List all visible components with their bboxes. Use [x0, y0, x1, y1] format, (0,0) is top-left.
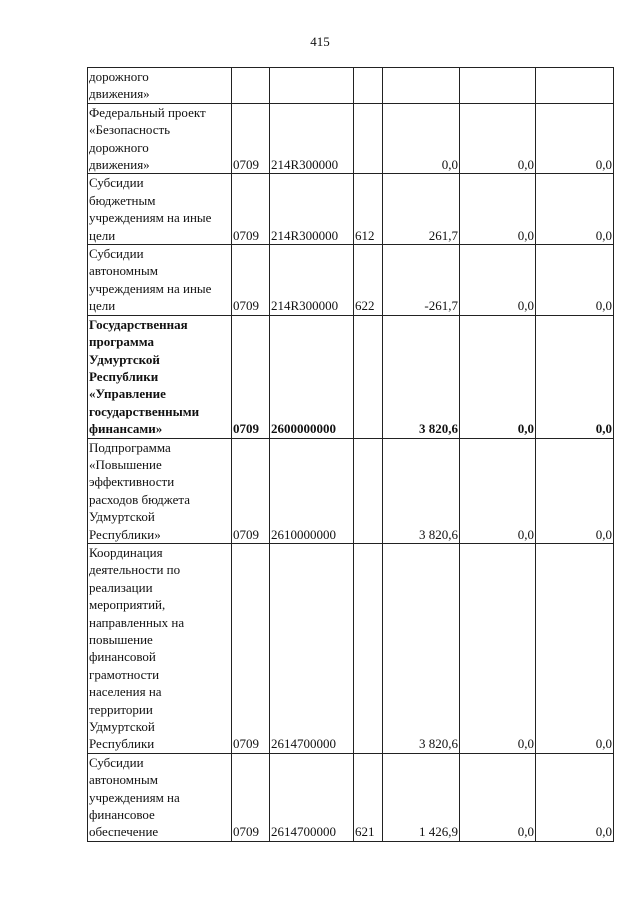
amount-cell [383, 68, 460, 104]
page-number: 415 [310, 34, 330, 49]
item-name-cell [88, 103, 232, 174]
item-name-line: Республики [89, 368, 159, 384]
target-article-cell [270, 68, 354, 104]
amount-cell-2 [460, 68, 536, 104]
table-row [88, 543, 614, 753]
amount-cell: 1 426,9 [383, 753, 460, 841]
target-article-cell: 214R300000 [270, 245, 354, 316]
target-article-cell: 2614700000 [270, 753, 354, 841]
expense-type-cell [354, 68, 383, 104]
item-name-line: бюджетным [89, 192, 156, 208]
amount-cell-2: 0,0 [460, 753, 536, 841]
target-article-cell: 2610000000 [270, 438, 354, 543]
item-name-cell [88, 174, 232, 245]
amount-cell: 261,7 [383, 174, 460, 245]
item-name-cell [88, 543, 232, 753]
expense-type-cell: 612 [354, 174, 383, 245]
amount-cell-3: 0,0 [536, 103, 614, 174]
expense-type-cell [354, 438, 383, 543]
item-name-line: Подпрограмма [89, 439, 171, 455]
table-body [88, 68, 614, 842]
amount-cell: 0,0 [383, 103, 460, 174]
amount-cell-3: 0,0 [536, 543, 614, 753]
amount-cell-2: 0,0 [460, 103, 536, 174]
section-code-cell: 0709 [232, 103, 270, 174]
item-name-line: движения» [89, 86, 150, 102]
target-article-cell: 2614700000 [270, 543, 354, 753]
item-name-line: Субсидии [89, 175, 144, 191]
item-name-line: расходов бюджета [89, 491, 190, 507]
item-name-line: движения» [89, 157, 150, 173]
expense-type-cell [354, 315, 383, 438]
item-name-line: направленных на [89, 614, 185, 630]
amount-cell: 3 820,6 [383, 438, 460, 543]
item-name-line: территории [89, 701, 153, 717]
target-article-cell: 214R300000 [270, 174, 354, 245]
section-code-cell: 0709 [232, 438, 270, 543]
amount-cell-3: 0,0 [536, 315, 614, 438]
item-name-line: дорожного [89, 69, 149, 84]
item-name-cell [88, 438, 232, 543]
amount-cell-2: 0,0 [460, 174, 536, 245]
item-name-line: Удмуртской [89, 351, 160, 367]
item-name-line: Республики [89, 736, 155, 752]
item-name-line: Координация [89, 544, 163, 560]
item-name-line: населения на [89, 684, 162, 700]
amount-cell-2: 0,0 [460, 245, 536, 316]
item-name-line: автономным [89, 772, 158, 788]
item-name-line: учреждениям на иные [89, 210, 212, 226]
item-name-line: Удмуртской [89, 509, 155, 525]
expense-type-cell: 622 [354, 245, 383, 316]
amount-cell: -261,7 [383, 245, 460, 316]
item-name-line: «Повышение [89, 456, 162, 472]
table-row [88, 438, 614, 543]
amount-cell-2: 0,0 [460, 315, 536, 438]
section-code-cell: 0709 [232, 245, 270, 316]
item-name-line: государственными [89, 403, 200, 419]
expense-type-cell: 621 [354, 753, 383, 841]
section-code-cell: 0709 [232, 174, 270, 245]
amount-cell-3: 0,0 [536, 438, 614, 543]
item-name-line: «Безопасность [89, 122, 171, 138]
item-name-line: учреждениям на иные [89, 280, 212, 296]
item-name-line: Субсидии [89, 754, 144, 770]
item-name-cell [88, 245, 232, 316]
item-name-line: деятельности по [89, 562, 181, 578]
target-article-cell: 2600000000 [270, 315, 354, 438]
amount-cell: 3 820,6 [383, 543, 460, 753]
item-name-line: цели [89, 227, 116, 243]
budget-table [87, 67, 614, 842]
expense-type-cell [354, 103, 383, 174]
section-code-cell: 0709 [232, 753, 270, 841]
item-name-cell [88, 315, 232, 438]
item-name-line: цели [89, 298, 116, 314]
item-name-line: реализации [89, 579, 153, 595]
item-name-line: грамотности [89, 666, 160, 682]
item-name-line: учреждениям на [89, 789, 180, 805]
item-name-line: автономным [89, 263, 158, 279]
amount-cell: 3 820,6 [383, 315, 460, 438]
table-row [88, 315, 614, 438]
item-name-line: Республики» [89, 526, 161, 542]
item-name-line: эффективности [89, 474, 175, 490]
amount-cell-2: 0,0 [460, 543, 536, 753]
target-article-cell: 214R300000 [270, 103, 354, 174]
table-row [88, 753, 614, 841]
section-code-cell: 0709 [232, 315, 270, 438]
table-row [88, 245, 614, 316]
amount-cell-3 [536, 68, 614, 104]
section-code-cell [232, 68, 270, 104]
item-name-line: финансовой [89, 649, 156, 665]
item-name-line: Удмуртской [89, 719, 155, 735]
item-name-line: Федеральный проект [89, 104, 206, 120]
item-name-line: мероприятий, [89, 597, 166, 613]
section-code-cell: 0709 [232, 543, 270, 753]
item-name-cell [88, 753, 232, 841]
item-name-line: финансами» [89, 421, 163, 437]
item-name-cell [88, 68, 232, 104]
table-row [88, 103, 614, 174]
amount-cell-2: 0,0 [460, 438, 536, 543]
item-name-line: обеспечение [89, 824, 159, 840]
table-row [88, 68, 614, 104]
amount-cell-3: 0,0 [536, 753, 614, 841]
amount-cell-3: 0,0 [536, 174, 614, 245]
expense-type-cell [354, 543, 383, 753]
item-name-line: Государственная [89, 316, 188, 332]
item-name-line: «Управление [89, 386, 166, 402]
item-name-line: программа [89, 334, 154, 350]
item-name-line: Субсидии [89, 246, 144, 262]
amount-cell-3: 0,0 [536, 245, 614, 316]
item-name-line: дорожного [89, 139, 149, 155]
item-name-line: повышение [89, 632, 153, 647]
table-row [88, 174, 614, 245]
item-name-line: финансовое [89, 807, 155, 823]
